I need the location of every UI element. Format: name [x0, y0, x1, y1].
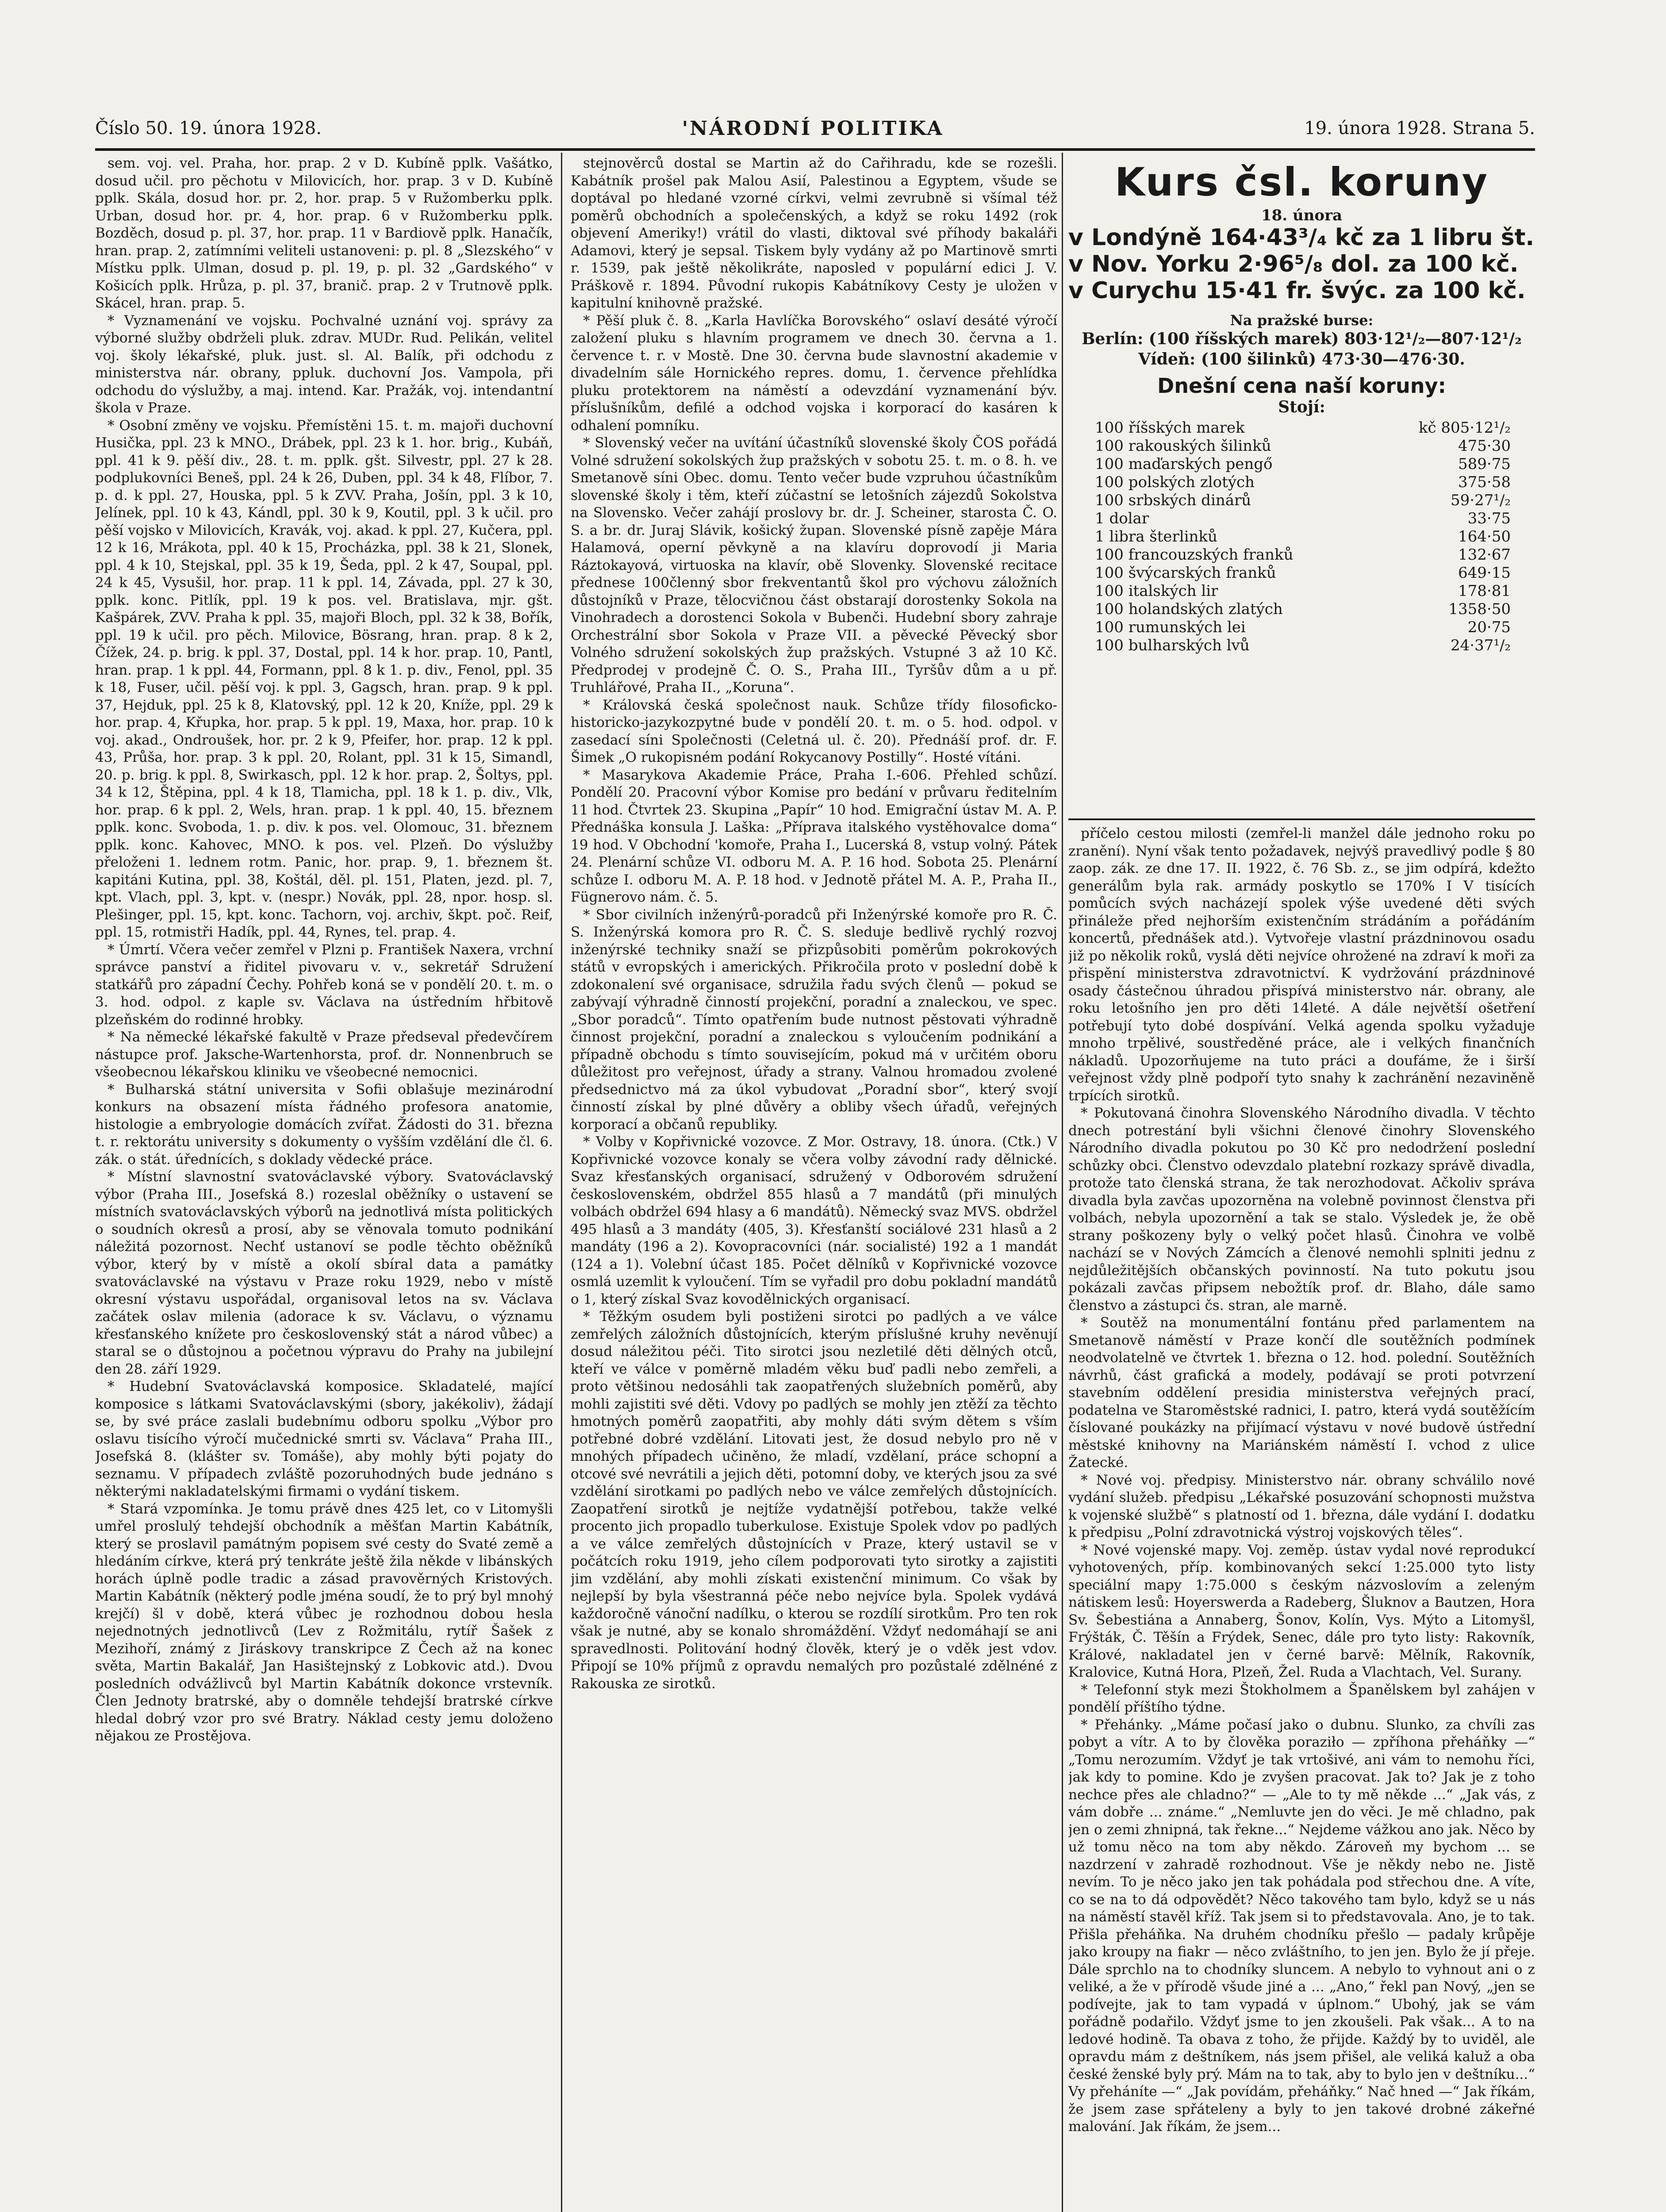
rate-row [1095, 637, 1511, 655]
rates-date: 18. února [1261, 207, 1343, 224]
rate-row [1095, 528, 1511, 546]
article-paragraph: * Těžkým osudem byli postiženi sirotci po padlých a ve válce zemřelých záložních důstojnících, kterým příslušné kruhy nevěnují dosud náležitou péči. Tito sirotci jsou nezletilé děti dělných otců, kteří ve válce v poměrně mladém věku buď padli nebo zemřeli, a proto většinou nedosáhli tak zaopatřených služebních poměrů, aby mohli zajistiti své děti. Vdovy po padlých se mohly jen ztěží za těchto hmotných poměrů zaopatřiti, aby mohly dáti svým dětem s vším potřebné dobré vzdělání. Litovati jest, že dosud nebylo pro ně v mnohých případech učiněno, že mladí, vzdělaní, práce schopní a otcové své nevrátili a jejich děti, potomní doby, ve kterých jsou za své vzdělání sirotkami po padlých nebo ve válce zemřelých důstojnících. Zaopatření sirotků je nejtíže vydatnější potřebou, takže velké procento jich propadlo tuberkulose. Existuje Spolek vdov po padlých a ve válce zemřelých důstojnících v Praze, který ustavil se v počátcích roku 1919, jeho cílem podporovati tyto sirotky a zajistiti jim vzdělání, aby mohli získati existenční minimum. Co však by nejlepší by byla všestranná péče nebo nejvíce byla. Spolek vydává každoročně vánoční nadílku, o kterou se rozdílí sirotkům. Pro ten rok však je nutné, aby se konalo shromáždění. Vždyť nedomáhají se ani spravedlnosti. Politování hodný člověk, který je o vděk jest vdov. Připojí se 10% příjmů z opravdu nemalých pro pozůstalé zdělnéné z Rakouska ze sirotků. [571, 1309, 1057, 1692]
article-paragraph: * Přehánky. „Máme počasí jako o dubnu. Slunko, za chvíli zas pobyt a vítr. A to by člověka poraziło — zpříhona přeháňky —“ „Tomu nerozumím. Vždyť je tak vrtošivé, ani vám to nemohu říci, jak kdy to pomine. Kdo je zvyšen pracovat. Jak to? Jak je z toho nechce přes ale chladno?“ — „Ale to ty mě někde ...“ „Jak vás, z vám dobře ... známe.“ „Nemluvte jen do věci. Je mě chladno, pak jen o zemi zhnipná, tak řekne...“ Nejdeme vážkou ano jak. Něco by už tomu něco na tom aby někdo. Zároveň my bychom ... se nazdrzení v zahradě rozhodnout. Vše je někdy nebo ne. Jistě nevím. To je něco jako jen tak pohádala pod střechou dne. A víte, co se na to dá odpovědět? Něco takového tam bylo, když se u nás na náměstí stavěl kříž. Tak jsem si to představovala. Ano, je to tak. Přišla přeháňka. Na druhém chodníku přešlo — padaly krůpěje jako kroupy na fiakr — něco zvláštního, to jen jen. Bylo že jí přeje. Dále sprchlo na to chodníky sluncem. A nebylo to vyhnout ani o z veliké, a že v přírodě všude jiné a ... „Ano,“ řekl pan Nový, „jen se podívejte, jak to tam vypadá v úplnom.“ Ubohý, jak se vám pořádně podařilo. Vždyť jsme to jen zkoušeli. Pak však... A to na ledové hodině. Ta obava z toho, že přijde. Každý by to uviděl, ale opravdu mám z deštníkem, nás jsem přišel, ale veliká kaluž a oba české ženské byly prý. Mám na to tak, aby to bylo jen v deštníku...“ Vy přeháníte —“ „Jak povídám, přeháňky.“ Nač hned —“ Jak říkám, že jsem zase spřáteleny a byly to jen takové drobné zákeřné malování. Jak říkám, že jsem... [1068, 1717, 1535, 2135]
rate-value: 475·30 [1458, 437, 1511, 455]
article-paragraph: * Pokutovaná činohra Slovenského Národního divadla. V těchto dnech potrestání byli všichni členové činohry Slovenského Národního divadla pokutou po 30 Kč pro nedodržení poslední schůzky obci. Členstvo odevzdalo platební rozkazy správě divadla, protože tato členská strana, že tak nerozhodovat. Ačkoliv správa divadla byla zavčas upozorněna na volebně povinnost členstva při volbách, nebyla upozornění a tak se stalo. Výsledek je, že obě strany poškozeny byly o velký počet hlasů. Činohra ve volbě nachází se v Nových Zámcích a členové nemohli splniti jednu z nejdůležitějších občanských povinností. Na tuto pokutu jsou pokázali zavčas připsem nebožtík prof. dr. Blaho, dále samo členstvo a zástupci čs. stran, ale marně. [1068, 1105, 1535, 1313]
rate-row [1095, 564, 1511, 582]
rate-value: 589·75 [1458, 455, 1511, 473]
rate-label: 1 libra šterlinků [1095, 528, 1217, 545]
rate-value: 20·75 [1467, 618, 1511, 636]
rate-row [1095, 437, 1511, 455]
rate-value: 649·15 [1458, 564, 1511, 582]
rate-label: 100 říšských marek [1095, 419, 1245, 437]
article-paragraph: * Soutěž na monumentální fontánu před parlamentem na Smetanově náměstí v Praze končí dle soutěžních podmínek neodvolatelně ve čtvrtek 1. března o 12. hod. polední. Soutěžních návrhů, část grafická a modely, podávají se proti potvrzení stavebním oddělení presidia ministerstva veřejných prací, podatelna ve Staroměstské radnici, I. patro, která vydá soutěžícím číslované poukázky na přijímací výstavu v nové budově ústřední městské knihovny na Mariánském náměstí I. vchod z ulice Žatecké. [1068, 1315, 1535, 1471]
rate-value: 375·58 [1458, 473, 1511, 491]
rate-row [1095, 600, 1511, 618]
rate-value: 1358·50 [1448, 600, 1511, 618]
article-paragraph: * Osobní změny ve vojsku. Přemístěni 15. t. m. majoři duchovní Husička, ppl. 23 k MNO., Drábek, ppl. 23 k 1. hor. brig., Kubáň, ppl. 41 k 9. pěší div., 28. t. m. pplk. gšt. Silvestr, ppl. 27 k 28. podplukovníci Beneš, ppl. 24 k 26, Duben, ppl. 34 k 48, Flíbor, 7. p. d. k ppl. 27, Houska, ppl. 5 k ZVV. Praha, Jošín, ppl. 3 k 10, Jelínek, ppl. 10 k 43, Kándl, ppl. 30 k 9, Koutil, ppl. 3 k učil. pro pěší vojsko v Milovicích, Kravák, voj. akad. k ppl. 27, Kučera, ppl. 12 k 16, Mrákota, ppl. 40 k 15, Procházka, ppl. 38 k 21, Slonek, ppl. 4 k 10, Stejskal, ppl. 35 k 19, Šeda, ppl. 2 k 47, Soupal, ppl. 24 k 45, Vysušil, hor. prap. 11 k ppl. 14, Závada, ppl. 27 k 30, pplk. konc. Pitlík, ppl. 19 k pos. vel. Bratislava, mjr. gšt. Kašpárek, ZVV. Praha k ppl. 35, majoři Bloch, ppl. 32 k 38, Bořík, ppl. 19 k učil. pro pěch. Milovice, Bösrang, hran. prap. 8 k 2, Čížek, 24. p. brig. k ppl. 37, Dostal, ppl. 14 k hor. prap. 10, Pantl, hran. prap. 1 k ppl. 44, Formann, ppl. 8 k 1. p. div., Fenol, ppl. 35 k 18, Fuser, učil. pěší voj. k ppl. 3, Gagsch, hran. prap. 9 k ppl. 37, Hejduk, ppl. 25 k 8, Klatovský, ppl. 12 k 20, Kníže, ppl. 29 k hor. prap. 4, Křupka, hor. prap. 5 k ppl. 19, Maxa, hor. prap. 10 k voj. akad., Ondroušek, hor. pr. 2 k 9, Pfeifer, hor. prap. 12 k ppl. 43, Průša, hor. prap. 3 k ppl. 20, Rolant, ppl. 31 k 15, Simandl, 20. p. brig. k ppl. 8, Swirkasch, ppl. 12 k hor. prap. 2, Šoltys, ppl. 34 k 12, Štěpina, ppl. 4 k 18, Tlamicha, ppl. 18 k 1. p. div., Vlk, hor. prap. 6 k ppl. 2, Wels, hran. prap. 1 k ppl. 40, 15. březnem pplk. konc. Svoboda, 1. p. div. k pos. vel. Olomouc, 31. březnem pplk. konc. Kahovec, MNO. k pos. vel. Plzeň. Do výslužby přeloženi 1. lednem rotm. Panic, hor. prap. 9, 1. březnem št. kapitáni Kutina, ppl. 38, Koštál, děl. pl. 151, Platen, jezd. pl. 7, kpt. Vlach, ppl. 3, kpt. v. (nespr.) Novák, ppl. 28, npor. hosp. sl. Plešinger, ppl. 15, kpt. konc. Tachorn, voj. archiv, škpt. poč. Reif, ppl. 15, rotmistři Hadík, ppl. 44, Rynes, tel. prap. 4. [95, 417, 553, 940]
rate-zurich: v Curychu 15·41 fr. švýc. za 100 kč. [1068, 277, 1526, 304]
rate-label: 1 dolar [1095, 510, 1149, 527]
rate-new-york: v Nov. Yorku 2·96⁵/₈ dol. za 100 kč. [1068, 251, 1519, 277]
rate-vienna: Vídeň: (100 šilinků) 473·30—476·30. [1138, 350, 1465, 369]
rate-value: 164·50 [1458, 528, 1511, 545]
rate-label: 100 francouzských franků [1095, 546, 1294, 564]
header-rule [95, 148, 1535, 151]
article-paragraph: stejnověrců dostal se Martin až do Cařihradu, kde se rozešli. Kabátník prošel pak Malou Asií, Palestinou a Egyptem, všude se doptával po hledané vzorné církvi, velmi zevrubně si všímal též poměrů obchodních a společenských, a když se roku 1492 (rok objevení Ameriky!) vrátil do vlasti, diktoval své příhody bakaláři Adamovi, který je sepsal. Tiskem byly vydány až po Martinově smrti r. 1539, pak ještě několikráte, naposled v populární edici J. V. Práškově r. 1894. Původní rukopis Kabátníkovy Cesty je uložen v kapitulní knihovně pražské. [571, 155, 1057, 311]
rate-value: 33·75 [1467, 510, 1511, 527]
rates-table [1095, 419, 1511, 655]
rate-row [1095, 618, 1511, 637]
article-paragraph: * Místní slavnostní svatováclavské výbory. Svatováclavský výbor (Praha III., Josefská 8.) rozeslal oběžníky o ustavení se místních svatováclavských výborů na jednotlivá místa politických o soudních okresů a prosí, aby se věnovala tomuto podnikání náležitá pozornost. Nechť ustanoví se podle těchto oběžníků výbor, který by v místě a okolí sbíral data a památky svatováclavské na výstavu v Praze roku 1929, nebo v místě okresní výstavu uspořádal, organisoval letos na sv. Václava začátek oslav milenia (adorace k sv. Václavu, o významu křesťanského knížete pro československý stát a národ vůbec) a staral se o důstojnou a početnou výpravu do Prahy na jubilejní den 28. září 1929. [95, 1169, 553, 1377]
article-paragraph: * Královská česká společnost nauk. Schůze třídy filosoficko-historicko-jazykozpytné bude v pondělí 20. t. m. o 5. hod. odpol. v zasedací síni Společnosti (Celetná ul. č. 20). Přednáší prof. dr. F. Šimek „O rukopisném podání Rokycanovy Postilly“. Hosté vítáni. [571, 697, 1057, 765]
column-3 [1068, 825, 1535, 2212]
masthead-title: 'NÁRODNÍ POLITIKA [682, 117, 944, 140]
article-paragraph: * Pěší pluk č. 8. „Karla Havlíčka Borovského“ oslaví desáté výročí založení pluku s hlavním programem ve dnech 30. června a 1. července t. r. v Mostě. Dne 30. června bude slavnostní akademie v divadelním sále Hornického repres. domu, 1. července přehlídka pluku protektorem na náměstí a odevzdání vyznamenání býv. příslušníkům, defilé a odchod vojska i korporací do kasáren k odhalení pomníku. [571, 312, 1057, 434]
article-paragraph: * Bulharská státní universita v Sofii oblašuje mezinárodní konkurs na obsazení místa řádného profesora anatomie, histologie a embryologie domácích zvířat. Žádosti do 31. března t. r. rektorátu university s dokumenty o vyšším vzdělání dle čl. 6. zák. o stát. úřednících, s doklady vědecké práce. [95, 1081, 553, 1167]
rates-title: Kurs čsl. koruny [1114, 159, 1489, 205]
rate-value: 178·81 [1458, 582, 1511, 600]
article-paragraph: * Hudební Svatováclavská komposice. Skladatelé, mající komposice s látkami Svatováclavskými (sbory, jakékoliv), žádají se, by své práce zaslali budebnímu odboru spolku „Výbor pro oslavu tisícího výročí mučednické smrti sv. Václava“ Praha III., Josefská 8. (klášter sv. Tomáše), aby mohly býti pojaty do seznamu. V případech zvláště pozoruhodných bude jednáno s některými nakladatelskými firmami o vydání tiskem. [95, 1379, 553, 1499]
article-paragraph: * Telefonní styk mezi Štokholmem a Španělskem byl zahájen v pondělí příštího týdne. [1068, 1682, 1535, 1715]
article-paragraph: * Nové voj. předpisy. Ministerstvo nár. obrany schválilo nové vydání služeb. předpisu „Lékařské posuzování schopnosti mužstva k vojenské službě“ s platností od 1. března, dále vydání I. dodatku k předpisu „Polní zdravotnická výstroj vojskových těles“. [1068, 1472, 1535, 1540]
article-paragraph: * Úmrtí. Včera večer zemřel v Plzni p. František Naxera, vrchní správce panství a řiditel pivovaru v. v., sekretář Sdružení statkářů pro západní Čechy. Pohřeb koná se v pondělí 20. t. m. o 3. hod. odpol. z kaple sv. Václava na ústředním hřbitově plzeňském do rodinné hrobky. [95, 941, 553, 1028]
page-number: 19. února 1928. Strana 5. [1304, 118, 1535, 138]
rate-label: 100 holandských zlatých [1095, 600, 1283, 618]
column-divider [1062, 153, 1063, 2212]
article-paragraph: * Vyznamenání ve vojsku. Pochvalné uznání voj. správy za výborné služby obdrželi pluk. zdrav. MUDr. Rud. Pelikán, velitel voj. školy lékařské, pluk. just. sl. Al. Balík, při odchodu z ministerstva nár. obrany, ppluk. duchovní Jos. Vampola, při odchodu do výslužby, a maj. intend. Kar. Pražák, voj. intendantní škola v Praze. [95, 312, 553, 416]
rate-value: 132·67 [1458, 546, 1511, 564]
rate-row [1095, 455, 1511, 473]
article-paragraph: * Slovenský večer na uvítání účastníků slovenské školy ČOS pořádá Volné sdružení sokolských žup pražských v sobotu 25. t. m. o 8. h. ve Smetanově síni Obec. domu. Tento večer bude vzpruhou účastníkům slovenské školy i těm, kteří zúčastní se letošních zájezdů Sokolstva na Slovensko. Večer zahájí proslovy br. dr. J. Scheiner, starosta Č. O. S. a br. dr. Juraj Slávik, košický župan. Slovenské písně zapěje Mára Halamová, operní pěvkyně a na klavíru doprovodí ji Maria Ráztokayová, virtuoska na klavír, obě Slovenky. Slovenské recitace přednese 100členný sbor frekventantů škol pro výchovu záložních důstojníků v Praze, tělocvičnou část obstarají dorostenky Sokola na Vinohradech a dorostenci Sokola v Bubenči. Hudební sbory zahraje Orchestrální sbor Sokola v Praze VII. a pěvecké Pěvecký sbor Volného sdružení sokolských žup pražských. Vstupné 3 až 10 Kč. Předprodej v prodejně Č. O. S., Praha III., Tyršův dům a u př. Truhlářové, Praha II., „Koruna“. [571, 435, 1057, 695]
column-divider [561, 153, 562, 2212]
stoji-label: Stojí: [1278, 398, 1325, 416]
issue-info: Číslo 50. 19. února 1928. [95, 118, 322, 138]
article-paragraph: * Nové vojenské mapy. Voj. zeměp. ústav vydal nové reprodukcí vyhotovených, příp. kombinovaných sekcí 1:25.000 tyto listy speciální mapy 1:75.000 s českým názvoslovím a zeleným nátiskem lesů: Hoyerswerda a Radeberg, Šluknov a Bautzen, Hora Sv. Šebestiána a Annaberg, Šonov, Kolín, Vys. Mýto a Litomyšl, Frýšták, Č. Těšín a Frýdek, Senec, dále pro tyto listy: Rakovník, Králové, nakladatel jen v černé barvě: Mělník, Rakovník, Kralovice, Kutná Hora, Plzeň, Žel. Ruda a Vlachtach, Vel. Surany. [1068, 1542, 1535, 1680]
article-paragraph: * Na německé lékařské fakultě v Praze předseval předevčírem nástupce prof. Jaksche-Wartenhorsta, prof. dr. Nonnenbruch se všeobecnou lékařskou kliniku ve všeobecné nemocnici. [95, 1029, 553, 1080]
rate-label: 100 italských lir [1095, 582, 1218, 600]
rate-value: 59·27¹/₂ [1450, 492, 1511, 509]
rate-value: 24·37¹/₂ [1450, 637, 1511, 654]
rate-label: 100 rakouských šilinků [1095, 437, 1271, 455]
rate-row [1095, 492, 1511, 510]
burse-label: Na pražské burse: [1230, 312, 1374, 329]
page-header [95, 113, 1535, 144]
rate-label: 100 polských zlotých [1095, 473, 1255, 491]
article-paragraph: příčelo cestou milosti (zemřel-li manžel dále jednoho roku po zranění). Nyní však tento požadavek, nejvýš pravedlivý podle § 80 zaop. zák. ze dne 17. II. 1922, č. 76 Sb. z., se jim odpírá, kdežto generálům byla rak. armády poskytlo se 170% I V tisících pomůcích svých nacházejí spolek výše uvedené děti svých přináleže před nejhorším existenčním strádáním a pořádáním koncertů, přednášek atd.). Vytvořeje vlastní prázdninovou osadu již po několik roků, vyslá děti nejvíce ohrožené na zdraví k moři za přispění ministerstva zdravotnictví. K vydržování prázdninové osady částečnou úhradou přispívá ministerstvo nár. obrany, ale roku letošního jen pro děti 14leté. A dále největší ošetření potřebují tyto dobé dospívání. Velká agenda spolku vyžaduje mnoho trpělivé, soustředěné práce, ale i velkých finančních nákladů. Upozorňujeme na tuto práci a doufáme, že i širší veřejnost vždy plně podpoří tyto snahy k zachránění nezaviněně trpících sirotků. [1068, 826, 1535, 1104]
rate-label: 100 srbských dinárů [1095, 492, 1251, 509]
column-2 [571, 155, 1057, 2212]
article-paragraph: * Volby v Kopřivnické vozovce. Z Mor. Ostravy, 18. února. (Ctk.) V Kopřivnické vozovce konaly se včera volby závodní rady dělnické. Svaz křesťanských organisací, sdružený v Odborovém sdružení československém, obdržel 855 hlasů a 7 mandátů (při minulých volbách obdržel 694 hlasy a 6 mandátů). Německý svaz MVS. obdržel 495 hlasů a 3 mandáty (405, 3). Křesťanští sociálové 231 hlasů a 2 mandáty (196 a 2). Kovopracovníci (nár. socialisté) 192 a 1 mandát (124 a 1). Volební účast 185. Počet dělníků v Kopřivnické vozovce osmlá uzemlit k vyloučení. Tím se vyřadil pro dobu pokladní mandátů o 1, který získal Svaz kovodělnických organisací. [571, 1134, 1057, 1307]
currency-rates-box [1068, 155, 1535, 820]
article-paragraph: * Sbor civilních inženýrů-poradců při Inženýrské komoře pro R. Č. S. Inženýrská komora pro R. Č. S. sleduje bedlivě rychlý rozvoj inženýrské techniky snaží se přizpůsobiti poměrům pokrokových států v evropských i amerických. Přikročila proto v poslední době k zdokonalení své organisace, sdružila řadu svých členů — pokud se zabývají výhradně činností projekční, poradní a znaleckou, ve spec. „Sbor poradců“. Tímto opatřením bude nutnost pěstovati výhradně činnost projekční, poradní a znaleckou s vyloučením podnikání a případně obchodu s tímto souvisejícím, pokud má v určitém oboru důležitost pro veřejnost, úřady a strany. Valnou hromadou zvolené předsednictvo má za úkol vybudovat „Poradní sbor“, který svojí činností získal by plné důvěry a obliby všech úřadů, veřejných korporací a občanů republiky. [571, 906, 1057, 1133]
rate-row [1095, 419, 1511, 437]
rate-label: 100 švýcarských franků [1095, 564, 1276, 582]
rate-value: kč 805·12¹/₂ [1418, 419, 1511, 437]
rate-row [1095, 546, 1511, 564]
rate-berlin: Berlín: (100 říšských marek) 803·12¹/₂—807·12¹/₂ [1082, 330, 1522, 348]
rate-label: 100 rumunských lei [1095, 618, 1246, 636]
today-price-title: Dnešní cena naší koruny: [1157, 374, 1446, 398]
rate-row [1095, 510, 1511, 528]
column-1 [95, 155, 553, 2212]
rate-label: 100 bulharských lvů [1095, 637, 1250, 654]
article-paragraph: * Stará vzpomínka. Je tomu právě dnes 425 let, co v Litomyšli umřel proslulý tehdejší obchodník a měšťan Martin Kabátník, který se proslavil památným popisem své cesty do Svaté země a hledáním církve, která prý tenkráte ještě žila někde v libánských horách úplně podle tradic a zásad pravověrných Kristových. Martin Kabátník (některý podle jména soudí, že to prý byl mnohý krejčí) šl v době, která vůbec je rozhodnou dobou hesla nejednotných jednotlivců (Lev z Rožmitálu, rytíř Šašek z Mezihoří, známý z Jiráskovy transkripce Z Čech až na konec světa, Martin Bakalář, Jan Hasištejnský z Lobkovic atd.). Dvou posledních odvážlivců byl Martin Kabátník dokonce vrstevník. Člen Jednoty bratrské, aby o domněle tehdejší bratrské církve hledal dobrý vzor pro své Bratry. Náklad cesty jemu doloženo nějakou ze Prostějova. [95, 1501, 553, 1744]
rate-label: 100 maďarských pengő [1095, 455, 1273, 473]
rate-row [1095, 473, 1511, 492]
rate-london: v Londýně 164·43³/₄ kč za 1 libru št. [1068, 224, 1535, 251]
rate-row [1095, 582, 1511, 600]
article-paragraph: sem. voj. vel. Praha, hor. prap. 2 v D. Kubíně pplk. Vašátko, dosud učil. pro pěchotu v Milovicích, hor. prap. 3 v D. Kubíně pplk. Skála, dosud hor. pr. 2, hor. prap. 5 v Ružomberku pplk. Urban, dosud hor. pr. 4, hor. prap. 6 v Ružomberku pplk. Bozděch, dosud p. pl. 37, hor. prap. 11 v Bardiově pplk. Hanačík, hran. prap. 2, zatímními veliteli ustanoveni: p. pl. 8 „Slezského“ v Místku pplk. Ulman, dosud p. pl. 19, p. pl. 32 „Gardského“ v Košicích pplk. Hrůza, p. pl. 37, branič. prap. 2 v Trutnově pplk. Skácel, hran. prap. 5. [95, 155, 553, 311]
article-paragraph: * Masarykova Akademie Práce, Praha I.-606. Přehled schůzí. Pondělí 20. Pracovní výbor Komise pro bedání v průvaru ředitelním 11 hod. Čtvrtek 23. Skupina „Papír“ 10 hod. Emigrační ústav M. A. P. Přednáška konsula J. Laška: „Příprava italského vystěhovalce doma“ 19 hod. V Obchodní 'komoře, Praha I., Lucerská 8, vstup volný. Pátek 24. Plenární schůze VI. odboru M. A. P. 16 hod. Sobota 25. Plenární schůze I. odboru M. A. P. 18 hod. v Jednotě přátel M. A. P., Praha II., Fügnerovo nám. č. 5. [571, 767, 1057, 905]
